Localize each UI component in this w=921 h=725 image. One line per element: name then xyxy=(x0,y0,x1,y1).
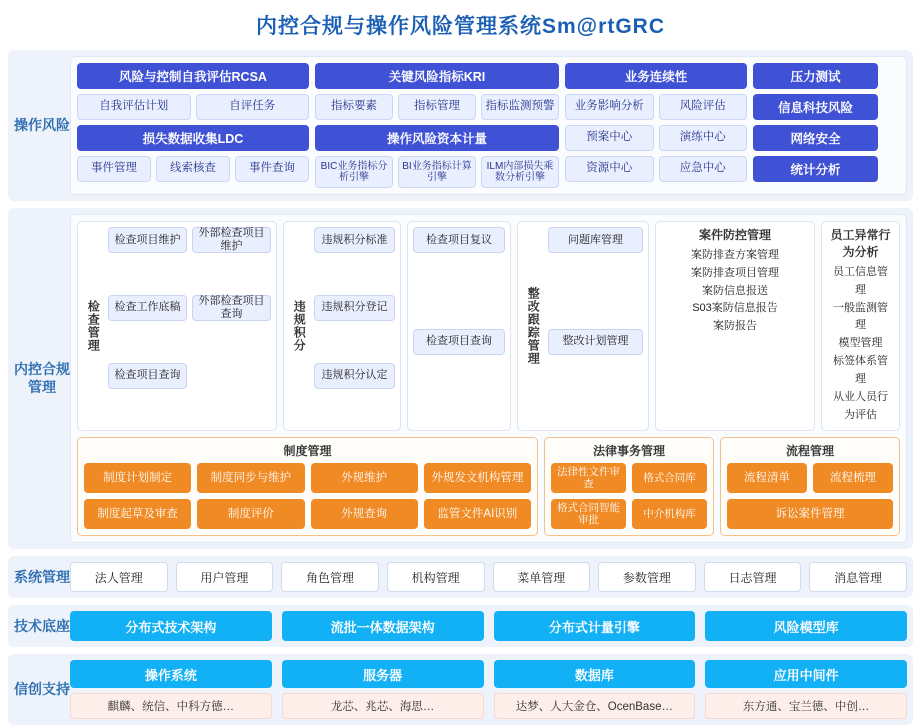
check-item-project-query[interactable]: 检查项目查询 xyxy=(108,363,187,389)
band-internal-control-compliance xyxy=(8,208,913,549)
employee-item-info-management[interactable]: 员工信息管理 xyxy=(833,266,888,296)
rcsa-item-self-assessment-task[interactable]: 自评任务 xyxy=(196,94,310,120)
band-body-technology-foundation xyxy=(70,611,907,641)
sys-item-organization[interactable]: 机构管理 xyxy=(387,562,485,592)
xc-column-database xyxy=(494,660,696,719)
capital-measurement-header[interactable]: 操作风险资本计量 xyxy=(315,125,559,151)
case-prevention-title: 案件防控管理 xyxy=(698,228,771,242)
capital-item-ilm-engine[interactable]: ILM内部损失乘数分析引擎 xyxy=(481,156,559,188)
sys-item-legal-entity[interactable]: 法人管理 xyxy=(70,562,168,592)
xc-head-os[interactable]: 操作系统 xyxy=(70,660,272,688)
oprisk-item-it-risk[interactable]: 信息科技风险 xyxy=(753,94,878,120)
band-label-operational-risk: 操作风险 xyxy=(14,116,70,133)
group-legal-affairs xyxy=(544,437,714,536)
review-item-project-review[interactable]: 检查项目复议 xyxy=(413,227,505,253)
xc-head-server[interactable]: 服务器 xyxy=(282,660,484,688)
policy-item-external-issuer-management[interactable]: 外规发文机构管理 xyxy=(424,463,531,493)
case-prevention-item-project-management[interactable]: 案防排查项目管理 xyxy=(691,266,779,279)
xc-column-server xyxy=(282,660,484,719)
bc-item-resource-center[interactable]: 资源中心 xyxy=(565,156,654,182)
sys-item-parameter[interactable]: 参数管理 xyxy=(598,562,696,592)
policy-item-evaluation[interactable]: 制度评价 xyxy=(197,499,304,529)
xc-column-middleware xyxy=(705,660,907,719)
rectify-item-issue-library[interactable]: 问题库管理 xyxy=(548,227,643,253)
rcsa-item-self-assessment-plan[interactable]: 自我评估计划 xyxy=(77,94,191,120)
page-title: 内控合规与操作风险管理系统Sm@rtGRC xyxy=(256,15,665,38)
tech-item-distributed-architecture[interactable]: 分布式技术架构 xyxy=(70,611,272,641)
band-label-xinchuang-support: 信创支持 xyxy=(14,681,70,698)
tech-item-risk-model-library[interactable]: 风险模型库 xyxy=(705,611,907,641)
kri-item-indicator-elements[interactable]: 指标要素 xyxy=(315,94,393,120)
band-operational-risk xyxy=(8,50,913,201)
policy-item-plan-formulation[interactable]: 制度计划制定 xyxy=(84,463,191,493)
group-check-management xyxy=(77,221,277,431)
group-process-management xyxy=(720,437,900,536)
band-xinchuang-support xyxy=(8,654,913,725)
band-label-internal-control-compliance: 内控合规管理 xyxy=(14,361,70,395)
rcsa-header[interactable]: 风险与控制自我评估RCSA xyxy=(77,63,309,89)
case-prevention-item-s03-report[interactable]: S03案防信息报告 xyxy=(692,302,778,315)
points-item-standard[interactable]: 违规积分标准 xyxy=(314,227,395,253)
ldc-item-event-query[interactable]: 事件查询 xyxy=(235,156,309,182)
process-item-sorting[interactable]: 流程梳理 xyxy=(813,463,893,493)
oprisk-item-network-security[interactable]: 网络安全 xyxy=(753,125,878,151)
employee-item-general-monitoring[interactable]: 一般监测管理 xyxy=(833,301,888,332)
kri-header[interactable]: 关键风险指标KRI xyxy=(315,63,559,89)
band-body-operational-risk xyxy=(70,56,907,195)
check-item-project-maintain[interactable]: 检查项目维护 xyxy=(108,227,187,253)
process-management-title: 流程管理 xyxy=(785,444,834,459)
bc-item-risk-assessment[interactable]: 风险评估 xyxy=(659,94,748,120)
sys-item-user[interactable]: 用户管理 xyxy=(176,562,274,592)
tech-item-distributed-measurement-engine[interactable]: 分布式计量引擎 xyxy=(494,611,696,641)
ldc-item-clue-check[interactable]: 线索核查 xyxy=(156,156,230,182)
group-rcsa-ldc xyxy=(77,63,309,188)
policy-management-title: 制度管理 xyxy=(283,444,332,459)
xc-sub-server: 龙芯、兆芯、海思… xyxy=(282,693,484,719)
group-violation-points xyxy=(283,221,401,431)
process-item-litigation-case-management[interactable]: 诉讼案件管理 xyxy=(727,499,893,529)
oprisk-item-statistics[interactable]: 统计分析 xyxy=(753,156,878,182)
tech-item-batch-stream-data-architecture[interactable]: 流批一体数据架构 xyxy=(282,611,484,641)
ldc-header[interactable]: 损失数据收集LDC xyxy=(77,125,309,151)
legal-affairs-title: 法律事务管理 xyxy=(592,444,665,459)
group-case-prevention xyxy=(655,221,815,431)
group-business-continuity xyxy=(565,63,747,188)
bc-item-emergency-center[interactable]: 应急中心 xyxy=(659,156,748,182)
case-prevention-item-plan-management[interactable]: 案防排查方案管理 xyxy=(691,249,779,261)
kri-item-indicator-monitoring[interactable]: 指标监测预警 xyxy=(481,94,559,120)
sys-item-message[interactable]: 消息管理 xyxy=(809,562,907,592)
employee-item-tag-system[interactable]: 标签体系管理 xyxy=(833,355,888,385)
violation-points-label: 违规积分 xyxy=(292,300,307,353)
band-technology-foundation xyxy=(8,605,913,647)
policy-item-external-query[interactable]: 外规查询 xyxy=(311,499,418,529)
group-check-review xyxy=(407,221,511,431)
group-rectification-tracking xyxy=(517,221,649,431)
employee-behavior-title: 员工异常行为分析 xyxy=(830,228,891,259)
employee-item-practitioner-assessment[interactable]: 从业人员行为评估 xyxy=(833,390,888,421)
case-prevention-item-info-report[interactable]: 案防信息报送 xyxy=(702,284,768,297)
policy-item-sync-maintenance[interactable]: 制度同步与维护 xyxy=(197,463,304,493)
sys-item-menu[interactable]: 菜单管理 xyxy=(493,562,591,592)
xc-sub-database: 达梦、人大金仓、OcenBase… xyxy=(494,693,696,719)
bc-item-drill-center[interactable]: 演练中心 xyxy=(659,125,748,151)
bc-item-plan-center[interactable]: 预案中心 xyxy=(565,125,654,151)
capital-item-bic-engine[interactable]: BIC业务指标分析引擎 xyxy=(315,156,393,188)
check-item-working-paper[interactable]: 检查工作底稿 xyxy=(108,295,187,321)
legal-item-standard-contract-library[interactable]: 格式合同库 xyxy=(632,463,707,493)
points-item-confirmation[interactable]: 违规积分认定 xyxy=(314,363,395,389)
ldc-item-event-management[interactable]: 事件管理 xyxy=(77,156,151,182)
xc-head-database[interactable]: 数据库 xyxy=(494,660,696,688)
xc-sub-os: 麒麟、统信、中科方德… xyxy=(70,693,272,719)
rectification-label: 整改跟踪管理 xyxy=(526,287,541,366)
review-item-project-query[interactable]: 检查项目查询 xyxy=(413,329,505,355)
check-item-external-project-maintain[interactable]: 外部检查项目维护 xyxy=(192,227,271,253)
policy-item-ai-recognition[interactable]: 监管文件AI识别 xyxy=(424,499,531,529)
check-management-label: 检查管理 xyxy=(86,300,101,353)
group-oprisk-extras xyxy=(753,63,878,188)
band-label-technology-foundation: 技术底座 xyxy=(14,617,70,634)
band-body-xinchuang-support xyxy=(70,660,907,719)
check-item-external-project-query[interactable]: 外部检查项目查询 xyxy=(192,295,271,321)
points-item-registration[interactable]: 违规积分登记 xyxy=(314,295,395,321)
xc-column-os xyxy=(70,660,272,719)
sys-item-role[interactable]: 角色管理 xyxy=(281,562,379,592)
process-item-list[interactable]: 流程清单 xyxy=(727,463,807,493)
group-policy-management xyxy=(77,437,538,536)
group-employee-behavior xyxy=(821,221,900,431)
oprisk-item-stress-test[interactable]: 压力测试 xyxy=(753,63,878,89)
legal-item-document-review[interactable]: 法律性文件审查 xyxy=(551,463,626,493)
policy-item-drafting-review[interactable]: 制度起草及审查 xyxy=(84,499,191,529)
group-kri-capital xyxy=(315,63,559,188)
legal-item-intermediary-library[interactable]: 中介机构库 xyxy=(632,499,707,529)
policy-item-external-rule-maintenance[interactable]: 外规维护 xyxy=(311,463,418,493)
band-body-system-management xyxy=(70,562,907,592)
band-label-system-management: 系统管理 xyxy=(14,568,70,585)
rectify-item-plan-management[interactable]: 整改计划管理 xyxy=(548,329,643,355)
kri-item-indicator-management[interactable]: 指标管理 xyxy=(398,94,476,120)
xc-head-middleware[interactable]: 应用中间件 xyxy=(705,660,907,688)
legal-item-contract-smart-approval[interactable]: 格式合同智能审批 xyxy=(551,499,626,529)
capital-item-bi-engine[interactable]: BI业务指标计算引擎 xyxy=(398,156,476,188)
employee-item-model-management[interactable]: 模型管理 xyxy=(838,337,883,350)
case-prevention-item-report[interactable]: 案防报告 xyxy=(713,320,757,333)
bc-item-business-impact-analysis[interactable]: 业务影响分析 xyxy=(565,94,654,120)
band-body-internal-control-compliance xyxy=(70,214,907,543)
band-system-management xyxy=(8,556,913,598)
business-continuity-header[interactable]: 业务连续性 xyxy=(565,63,747,89)
sys-item-log[interactable]: 日志管理 xyxy=(704,562,802,592)
xc-sub-middleware: 东方通、宝兰德、中创… xyxy=(705,693,907,719)
